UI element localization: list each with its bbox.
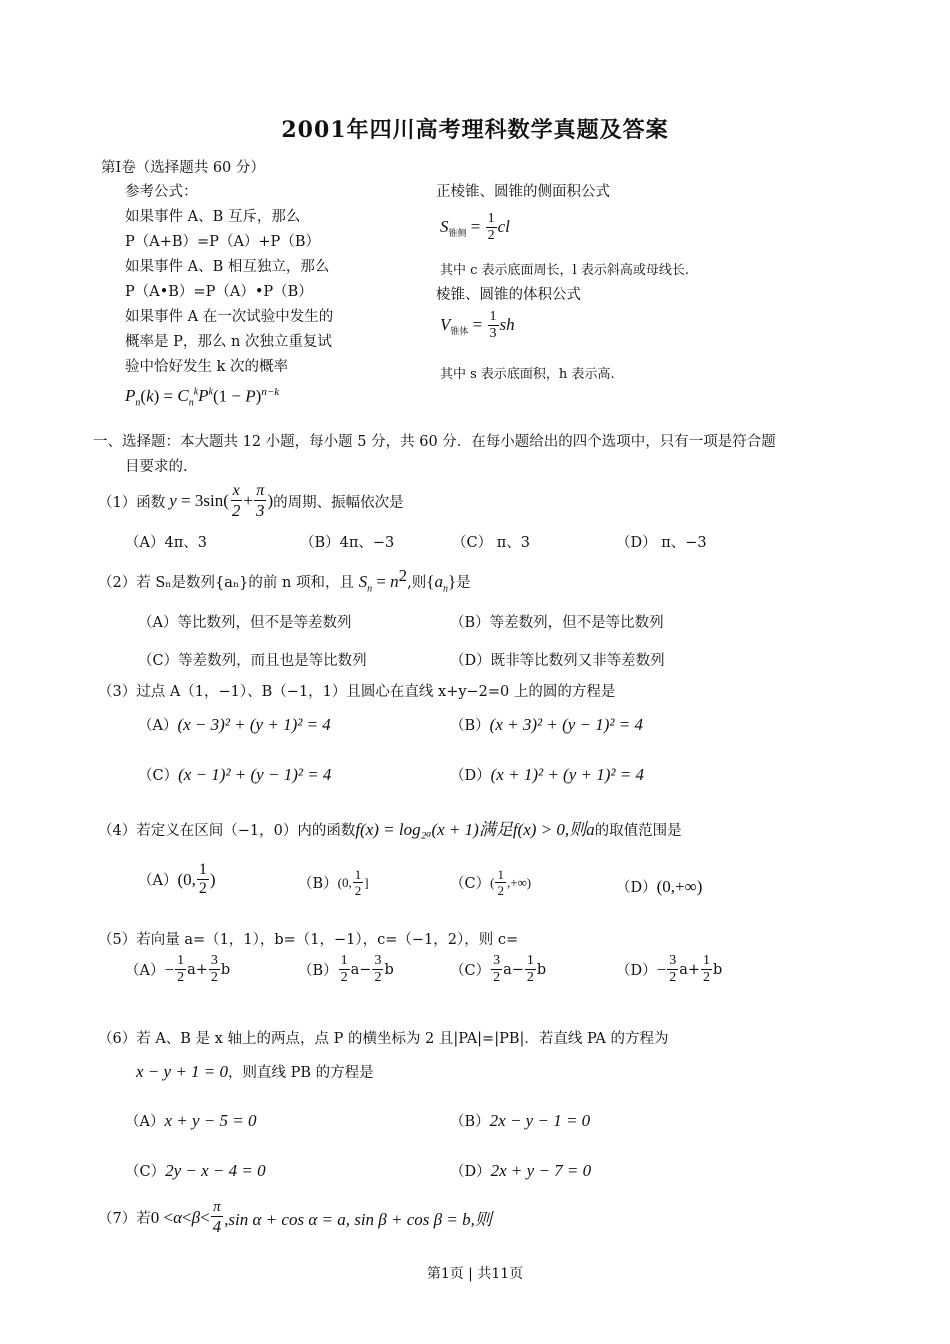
formula-line: 如果事件 A、B 相互独立，那么 [125,259,330,275]
q1-option-a: （A）4π、3 [125,535,207,551]
q2-option-c: （C）等差数列，而且也是等比数列 [138,653,367,669]
q1-option-c: （C） π、3 [452,535,530,551]
q4-option-d: （D）(0,+∞) [616,877,703,896]
question-7: （7）若 0 < α < β < $\frac{\pi}{4}$ ,sin α + cos α = a, sin β + cos β = b,则 [98,1199,492,1236]
question-4 [98,815,682,840]
volume-formula: $V_{锥体}$ = $\frac{1}{3}$ sh [440,309,515,341]
q4-option-b: （B） (0, $\frac{1}{2}$ ] [298,867,369,898]
q2-stem-b: ,则 [407,574,427,591]
q4-stem-b: 的取值范围是 [594,823,682,839]
ref-heading: 参考公式： [125,184,198,200]
q4-option-a: （A） (0, $\frac{1}{2}$ ) [138,861,216,897]
question-1: （1）函数 y = 3sin( $\frac{x}{2}$ + $\frac{\pi}{3}$ ) 的周期、振幅依次是 [98,482,404,520]
formula-line: 验中恰好发生 k 次的概率 [125,359,289,375]
q5-option-a: （A） − $\frac{1}{2}$ a+ $\frac{3}{2}$ b [125,953,231,985]
q6-option-a: （A）x + y − 5 = 0 [125,1111,257,1130]
page-footer: 第1页 | 共11页 [426,1266,524,1282]
q5-option-b: （B） $\frac{1}{2}$ a− $\frac{3}{2}$ b [298,953,394,985]
q5-option-d: （D） − $\frac{3}{2}$ a+ $\frac{1}{2}$ b [616,953,723,985]
section-heading: 第Ⅰ卷（选择题共 60 分） [101,160,265,176]
question-6-cont: x − y + 1 = 0，则直线 PB 的方程是 [136,1062,374,1081]
part-heading: 一、选择题：本大题共 12 小题，每小题 5 分，共 60 分．在每小题给出的四个选项中，只有一项是符合题 [93,434,776,450]
formula-line: 棱锥、圆锥的体积公式 [436,287,581,303]
formula-note: 其中 s 表示底面积，h 表示高. [440,367,615,382]
q2-stem-a: （2）若 Sₙ是数列{aₙ}的前 n 项和，且 [98,574,354,591]
q4-option-c: （C） ( $\frac{1}{2}$ ,+∞) [450,867,532,898]
q2-option-a: （A）等比数列，但不是等差数列 [138,615,352,631]
q6-option-d: （D）2x + y − 7 = 0 [450,1161,592,1180]
q2-option-b: （B）等差数列，但不是等比数列 [450,615,664,631]
q1-option-b: （B）4π、−3 [300,535,395,551]
page-title: 2001年四川高考理科数学真题及答案 [281,117,669,143]
formula-line: 概率是 P，那么 n 次独立重复试 [125,334,332,350]
question-5: （5）若向量 a=（1，1），b=（1，−1），c=（−1，2），则 c= [98,932,519,948]
formula-note: 其中 c 表示底面周长，l 表示斜高或母线长. [440,263,689,278]
q6-option-b: （B）2x − y − 1 = 0 [450,1111,591,1130]
binomial-formula: $P_n(k) = C_n^kP^k(1 - P)^{n-k}$ [125,386,280,409]
q3-option-c: （C）(x − 1)² + (y − 1)² = 4 [138,765,332,784]
question-3: （3）过点 A（1，−1）、B（−1，1）且圆心在直线 x+y−2=0 上的圆的方程是 [98,684,616,700]
formula-line: P（A+B）=P（A）+P（B） [125,234,320,250]
question-6: （6）若 A、B 是 x 轴上的两点，点 P 的横坐标为 2 且|PA|=|PB|．若直线 PA 的方程为 [98,1031,669,1047]
q4-stem-a: （4）若定义在区间（−1，0）内的函数 [98,823,356,839]
formula-line: 如果事件 A 在一次试验中发生的 [125,309,334,325]
formula-line: 如果事件 A、B 互斥，那么 [125,209,301,225]
q2-stem-c: 是 [456,574,471,591]
q5-option-c: （C） $\frac{3}{2}$ a− $\frac{1}{2}$ b [450,953,547,985]
formula-line: 正棱锥、圆锥的侧面积公式 [436,184,610,200]
part-heading-cont: 目要求的. [125,459,188,475]
q2-option-d: （D）既非等比数列又非等差数列 [450,653,665,669]
q3-option-a: （A）(x − 3)² + (y + 1)² = 4 [138,715,331,734]
q1-stem-a: （1）函数 [98,494,166,511]
question-2: （2）若 Sₙ是数列{aₙ}的前 n 项和，且 $S_n = n^2$,则$\{a_n\}$是 [98,566,471,595]
q1-stem-b: 的周期、振幅依次是 [273,494,404,511]
lateral-area-formula: $S_{锥侧}$ = $\frac{1}{2}$ cl [440,211,510,243]
formula-line: P（A•B）=P（A）•P（B） [125,284,313,300]
q3-option-b: （B）(x + 3)² + (y − 1)² = 4 [450,715,643,734]
q4-stem-math: f(x) = log₂ₐ(x + 1)满足f(x) > 0,则a [355,820,595,839]
q1-option-d: （D） π、−3 [616,535,707,551]
q3-option-d: （D）(x + 1)² + (y + 1)² = 4 [450,765,644,784]
q6-option-c: （C）2y − x − 4 = 0 [125,1161,266,1180]
